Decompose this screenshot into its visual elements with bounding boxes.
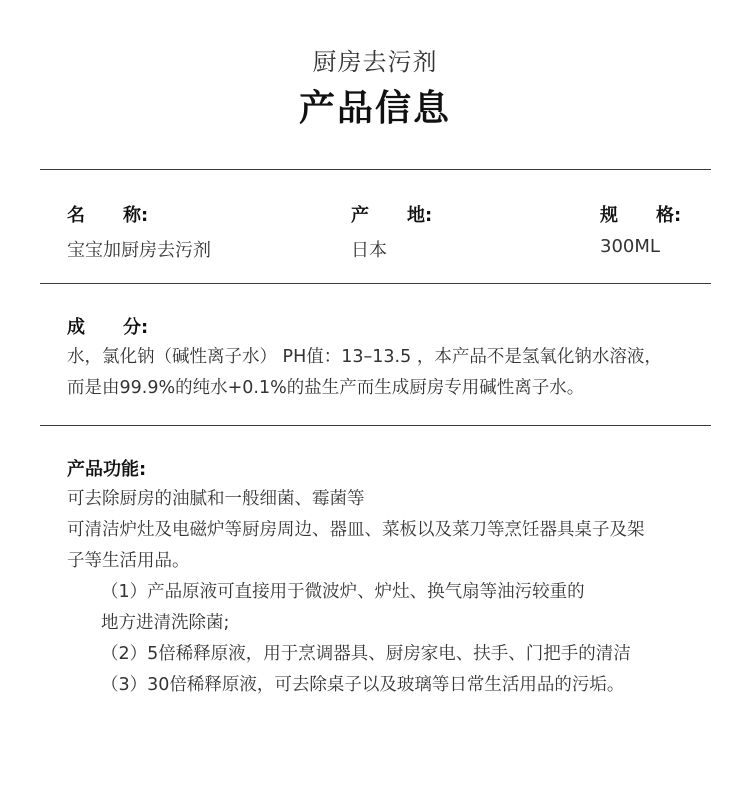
functions-heading: 产品功能:: [67, 459, 147, 480]
ingredients-heading: [67, 313, 148, 339]
spec-name-label: [67, 201, 148, 227]
page-subtitle: 厨房去污剂: [312, 48, 438, 76]
ingredients-line: 而是由99.9%的纯水+0.1%的盐生产而生成厨房专用碱性离子水。: [67, 378, 585, 398]
spec-name-value: 宝宝加厨房去污剂: [67, 240, 211, 261]
spec-size-label: [600, 201, 681, 227]
spec-origin-label: [351, 201, 432, 227]
functions-indented-line: （1）产品原液可直接用于微波炉、炉灶、换气扇等油污较重的: [101, 582, 585, 602]
spec-origin-label-b: 地:: [407, 205, 433, 226]
spec-size-label-a: 规: [600, 205, 618, 226]
divider-specs: [40, 283, 711, 284]
spec-name-label-a: 名: [67, 205, 85, 226]
functions-indented-line: （3）30倍稀释原液，可去除桌子以及玻璃等日常生活用品的污垢。: [101, 675, 625, 695]
spec-origin-value: 日本: [351, 240, 387, 261]
functions-line: 子等生活用品。: [67, 551, 190, 571]
functions-indented-line: 地方进清洗除菌;: [101, 613, 230, 633]
ingredients-heading-b: 分:: [123, 317, 149, 338]
spec-origin-label-a: 产: [351, 205, 369, 226]
functions-text: [67, 484, 645, 701]
spec-size-value: 300ML: [600, 236, 660, 257]
functions-indented-line: （2）5倍稀释原液，用于烹调器具、厨房家电、扶手、门把手的清洁: [101, 644, 631, 664]
page-title: 产品信息: [298, 88, 451, 129]
spec-size-label-b: 格:: [656, 205, 682, 226]
ingredients-text: [67, 342, 662, 404]
divider-top: [40, 169, 711, 170]
ingredients-heading-a: 成: [67, 317, 85, 338]
divider-ingredients: [40, 425, 711, 426]
functions-line: 可清洁炉灶及电磁炉等厨房周边、器皿、菜板以及菜刀等烹饪器具桌子及架: [67, 520, 645, 540]
spec-name-label-b: 称:: [123, 205, 149, 226]
functions-line: 可去除厨房的油腻和一般细菌、霉菌等: [67, 489, 365, 509]
ingredients-line: 水，氯化钠（碱性离子水） PH值：13–13.5 ，本产品不是氢氧化钠水溶液，: [67, 347, 662, 367]
